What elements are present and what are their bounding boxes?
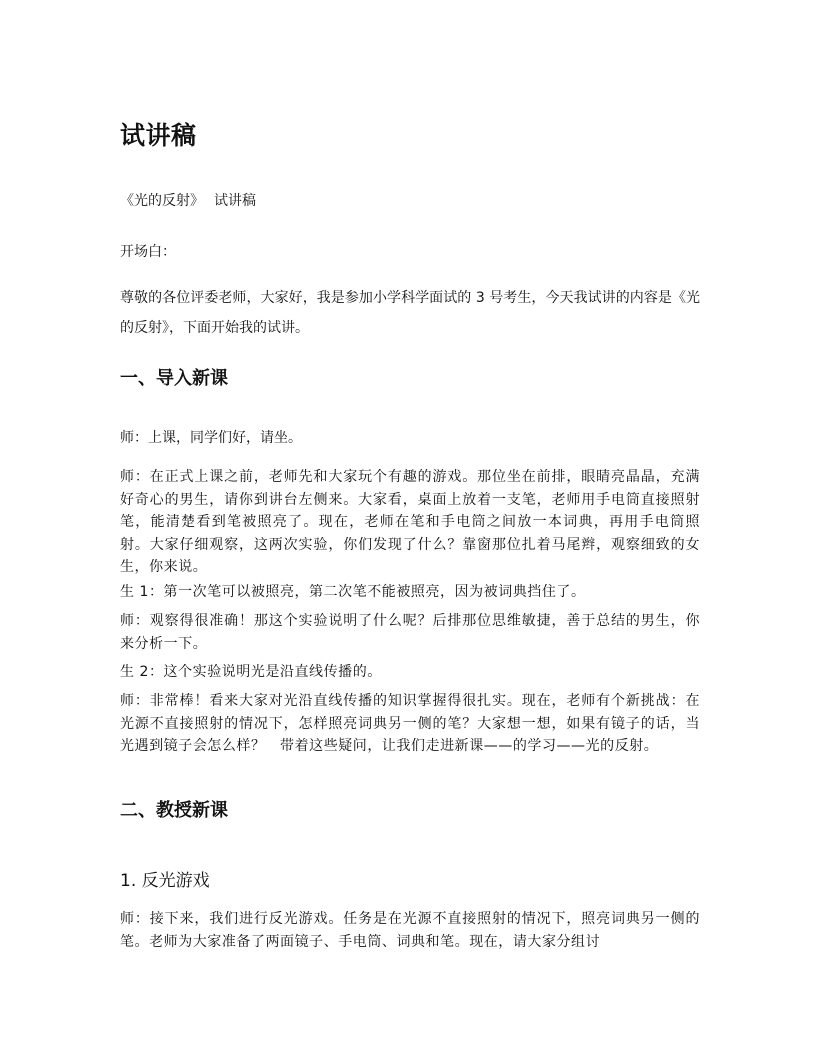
opening-paragraph: 尊敬的各位评委老师，大家好，我是参加小学科学面试的 3 号考生，今天我试讲的内容是《光的反射》，下面开始我的试讲。	[120, 290, 700, 336]
teacher-paragraph-2: 师：观察得很准确！那这个实验说明了什么呢？后排那位思维敏捷，善于总结的男生，你来分析一下。	[120, 613, 700, 652]
student-2-answer: 生 2：这个实验说明光是沿直线传播的。	[120, 664, 382, 680]
teacher-greeting: 师：上课，同学们好，请坐。	[120, 430, 302, 446]
teacher-paragraph-1: 师：在正式上课之前，老师先和大家玩个有趣的游戏。那位坐在前排，眼睛亮晶晶，充满好奇心的男生，请你到讲台左侧来。大家看，桌面上放着一支笔，老师用手电筒直接照射笔，能清楚看到笔被照亮了。现在，老师在笔和手电筒之间放一本词典，再用手电筒照射。大家仔细观察，这两次实验，你们发现了什么？靠窗那位扎着马尾辫，观察细致的女生，你来说。	[120, 469, 700, 575]
lesson-title: 《光的反射》	[120, 193, 204, 209]
teacher-paragraph-3: 师：非常棒！看来大家对光沿直线传播的知识掌握得很扎实。现在，老师有个新挑战：在光源不直接照射的情况下，怎样照亮词典另一侧的笔？大家想一想，如果有镜子的话，当光遇到镜子会怎么样？ 带着这些疑问，让我们走进新课——的学习——光的反射。	[120, 693, 700, 754]
section-heading-intro: 一、导入新课	[120, 368, 228, 389]
student-1-answer: 生 1：第一次笔可以被照亮，第二次笔不能被照亮，因为被词典挡住了。	[120, 584, 586, 600]
opening-label: 开场白：	[120, 244, 176, 260]
subtitle-label: 试讲稿	[214, 193, 256, 209]
section-heading-teaching: 二、教授新课	[120, 800, 228, 821]
teacher-paragraph-4: 师：接下来，我们进行反光游戏。任务是在光源不直接照射的情况下，照亮词典另一侧的笔。老师为大家准备了两面镜子、手电筒、词典和笔。现在，请大家分组讨	[120, 911, 700, 950]
document-subtitle	[120, 191, 256, 211]
subsection-heading-reflection-game: 1. 反光游戏	[120, 871, 210, 891]
document-title: 试讲稿	[120, 121, 197, 150]
